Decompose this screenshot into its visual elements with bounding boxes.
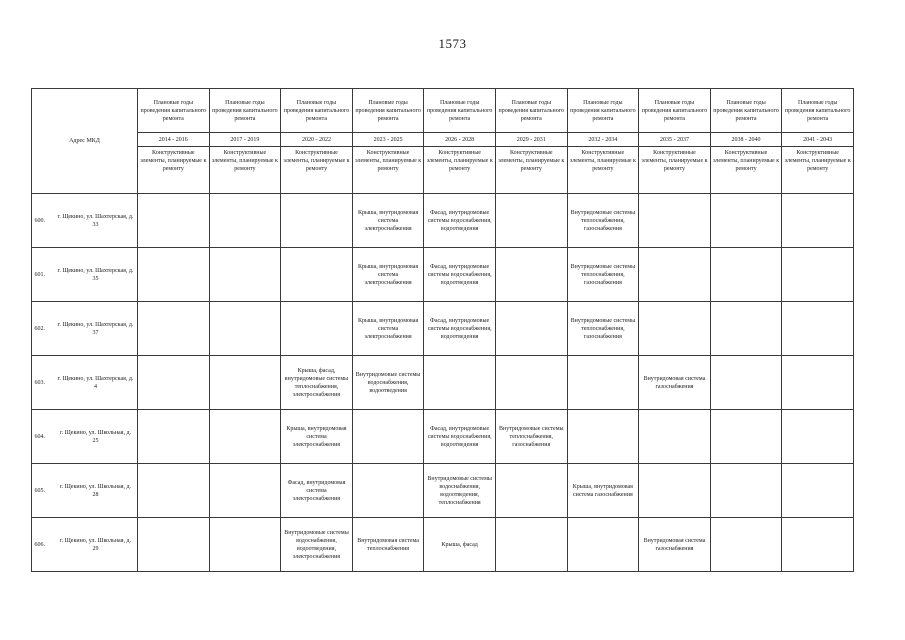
- repair-elements-cell: [209, 410, 281, 464]
- elements-header-cell: Конструктивные элементы, планируемые к ремонту: [710, 147, 782, 194]
- repair-elements-cell: Внутридомовые системы водоснабжения, водоотведения: [352, 356, 424, 410]
- repair-elements-cell: Внутридомовая система газоснабжения: [639, 518, 711, 572]
- repair-elements-cell: [710, 356, 782, 410]
- repair-elements-cell: Крыша, внутридомовая система электроснабжения: [352, 248, 424, 302]
- repair-elements-cell: Крыша, внутридомовая система электроснабжения: [352, 194, 424, 248]
- row-number: 603.: [34, 379, 45, 386]
- elements-header-cell: Конструктивные элементы, планируемые к ремонту: [495, 147, 567, 194]
- repair-elements-cell: [567, 356, 639, 410]
- address-cell: [32, 248, 138, 302]
- repair-elements-cell: [782, 518, 854, 572]
- repair-elements-cell: [495, 194, 567, 248]
- period-header-row: [32, 89, 854, 133]
- repair-elements-cell: Внутридомовые системы теплоснабжения, газоснабжения: [495, 410, 567, 464]
- repair-elements-cell: [782, 302, 854, 356]
- period-header-cell: Плановые годы проведения капитального ремонта: [138, 89, 210, 133]
- repair-elements-cell: [352, 464, 424, 518]
- repair-elements-cell: Внутридомовые системы теплоснабжения, газоснабжения: [567, 302, 639, 356]
- period-header-cell: Плановые годы проведения капитального ремонта: [424, 89, 496, 133]
- repair-elements-cell: Крыша, фасад, внутридомовые системы теплоснабжения, электроснабжения: [281, 356, 353, 410]
- row-number: 606.: [34, 541, 45, 548]
- repair-elements-cell: [710, 302, 782, 356]
- building-address: г. Щекино, ул. Школьная, д. 29: [59, 537, 132, 552]
- address-cell: [32, 302, 138, 356]
- repair-elements-cell: [782, 356, 854, 410]
- elements-header-cell: Конструктивные элементы, планируемые к ремонту: [424, 147, 496, 194]
- period-header-cell: Плановые годы проведения капитального ремонта: [710, 89, 782, 133]
- building-address: г. Щекино, ул. Школьная, д. 25: [59, 429, 132, 444]
- repair-elements-cell: [639, 248, 711, 302]
- row-number: 602.: [34, 325, 45, 332]
- repair-elements-cell: [138, 248, 210, 302]
- repair-elements-cell: [639, 194, 711, 248]
- address-cell: [32, 464, 138, 518]
- page-number: 1573: [438, 36, 467, 51]
- table-row: [32, 248, 854, 302]
- building-address: г. Щекино, ул. Шахтерская, д. 33: [57, 213, 134, 228]
- period-years-cell: 2029 - 2031: [495, 133, 567, 147]
- repair-elements-cell: [495, 356, 567, 410]
- repair-elements-cell: Внутридомовая система теплоснабжения: [352, 518, 424, 572]
- repair-elements-cell: [495, 302, 567, 356]
- period-years-cell: 2023 - 2025: [352, 133, 424, 147]
- elements-header-cell: Конструктивные элементы, планируемые к ремонту: [782, 147, 854, 194]
- period-header-cell: Плановые годы проведения капитального ремонта: [352, 89, 424, 133]
- table-row: [32, 464, 854, 518]
- building-address: г. Щекино, ул. Шахтерская, д. 4: [57, 375, 134, 390]
- repair-elements-cell: Внутридомовые системы теплоснабжения, газоснабжения: [567, 248, 639, 302]
- elements-header-cell: Конструктивные элементы, планируемые к ремонту: [639, 147, 711, 194]
- period-years-cell: 2038 - 2040: [710, 133, 782, 147]
- address-cell: [32, 410, 138, 464]
- repair-elements-cell: [352, 410, 424, 464]
- repair-elements-cell: Внутридомовые системы водоснабжения, водоотведения, электроснабжения: [281, 518, 353, 572]
- row-number: 600.: [34, 217, 45, 224]
- period-years-cell: 2020 - 2022: [281, 133, 353, 147]
- row-number: 604.: [34, 433, 45, 440]
- repair-elements-cell: [710, 248, 782, 302]
- capital-repair-schedule-table: [31, 88, 854, 572]
- period-years-cell: 2026 - 2028: [424, 133, 496, 147]
- repair-elements-cell: [209, 302, 281, 356]
- elements-header-cell: Конструктивные элементы, планируемые к ремонту: [209, 147, 281, 194]
- building-address: г. Щекино, ул. Школьная, д. 28: [59, 483, 132, 498]
- repair-elements-cell: [209, 248, 281, 302]
- repair-elements-cell: [639, 410, 711, 464]
- repair-elements-cell: [138, 518, 210, 572]
- repair-elements-cell: [209, 464, 281, 518]
- repair-elements-cell: [281, 302, 353, 356]
- repair-elements-cell: [710, 410, 782, 464]
- elements-header-cell: Конструктивные элементы, планируемые к ремонту: [281, 147, 353, 194]
- address-cell: [32, 356, 138, 410]
- repair-elements-cell: [281, 194, 353, 248]
- building-address: г. Щекино, ул. Шахтерская, д. 37: [57, 321, 134, 336]
- table-row: [32, 518, 854, 572]
- repair-elements-cell: [567, 410, 639, 464]
- repair-elements-cell: Внутридомовые системы водоснабжения, водоотведения, теплоснабжения: [424, 464, 496, 518]
- repair-elements-cell: Внутридомовая система газоснабжения: [639, 356, 711, 410]
- period-years-cell: 2014 - 2016: [138, 133, 210, 147]
- period-header-cell: Плановые годы проведения капитального ремонта: [782, 89, 854, 133]
- repair-elements-cell: [639, 302, 711, 356]
- repair-elements-cell: Фасад, внутридомовые системы водоснабжения, водоотведения: [424, 248, 496, 302]
- period-years-cell: 2035 - 2037: [639, 133, 711, 147]
- table-row: [32, 302, 854, 356]
- repair-elements-cell: Внутридомовые системы теплоснабжения, газоснабжения: [567, 194, 639, 248]
- period-years-cell: 2032 - 2034: [567, 133, 639, 147]
- repair-elements-cell: [495, 518, 567, 572]
- repair-elements-cell: Крыша, внутридомовая система газоснабжения: [567, 464, 639, 518]
- repair-elements-cell: Крыша, фасад: [424, 518, 496, 572]
- table-row: [32, 356, 854, 410]
- repair-elements-cell: [710, 464, 782, 518]
- period-header-cell: Плановые годы проведения капитального ремонта: [495, 89, 567, 133]
- elements-header-cell: Конструктивные элементы, планируемые к ремонту: [352, 147, 424, 194]
- repair-elements-cell: [710, 518, 782, 572]
- address-cell: [32, 518, 138, 572]
- elements-header-cell: Конструктивные элементы, планируемые к ремонту: [138, 147, 210, 194]
- repair-elements-cell: [782, 248, 854, 302]
- repair-elements-cell: [138, 464, 210, 518]
- repair-elements-cell: Фасад, внутридомовые системы водоснабжения, водоотведения: [424, 194, 496, 248]
- repair-elements-cell: [567, 518, 639, 572]
- repair-elements-cell: [782, 410, 854, 464]
- period-years-row: [32, 133, 854, 147]
- repair-elements-cell: [138, 194, 210, 248]
- elements-header-cell: Конструктивные элементы, планируемые к ремонту: [567, 147, 639, 194]
- building-address: г. Щекино, ул. Шахтерская, д. 35: [57, 267, 134, 282]
- repair-elements-cell: [639, 464, 711, 518]
- repair-elements-cell: [138, 302, 210, 356]
- repair-elements-cell: [209, 356, 281, 410]
- repair-elements-cell: [281, 248, 353, 302]
- period-years-cell: 2041 - 2043: [782, 133, 854, 147]
- address-cell: [32, 194, 138, 248]
- repair-elements-cell: [209, 518, 281, 572]
- period-header-cell: Плановые годы проведения капитального ремонта: [567, 89, 639, 133]
- period-years-cell: 2017 - 2019: [209, 133, 281, 147]
- table-row: [32, 410, 854, 464]
- repair-elements-cell: Крыша, внутридомовая система электроснабжения: [352, 302, 424, 356]
- repair-elements-cell: [138, 356, 210, 410]
- repair-elements-cell: Крыша, внутридомовая система электроснабжения: [281, 410, 353, 464]
- period-header-cell: Плановые годы проведения капитального ремонта: [209, 89, 281, 133]
- repair-elements-cell: Фасад, внутридомовая система электроснабжения: [281, 464, 353, 518]
- address-column-header: Адрес МКД: [32, 89, 138, 194]
- repair-elements-cell: [138, 410, 210, 464]
- repair-elements-cell: Фасад, внутридомовые системы водоснабжения, водоотведения: [424, 410, 496, 464]
- row-number: 601.: [34, 271, 45, 278]
- repair-elements-cell: [209, 194, 281, 248]
- table-row: [32, 194, 854, 248]
- repair-elements-cell: [710, 194, 782, 248]
- repair-elements-cell: [495, 248, 567, 302]
- period-header-cell: Плановые годы проведения капитального ремонта: [639, 89, 711, 133]
- repair-elements-cell: Фасад, внутридомовые системы водоснабжения, водоотведения: [424, 302, 496, 356]
- repair-elements-cell: [424, 356, 496, 410]
- elements-header-row: [32, 147, 854, 194]
- repair-elements-cell: [782, 464, 854, 518]
- period-header-cell: Плановые годы проведения капитального ремонта: [281, 89, 353, 133]
- repair-elements-cell: [782, 194, 854, 248]
- repair-elements-cell: [495, 464, 567, 518]
- row-number: 605.: [34, 487, 45, 494]
